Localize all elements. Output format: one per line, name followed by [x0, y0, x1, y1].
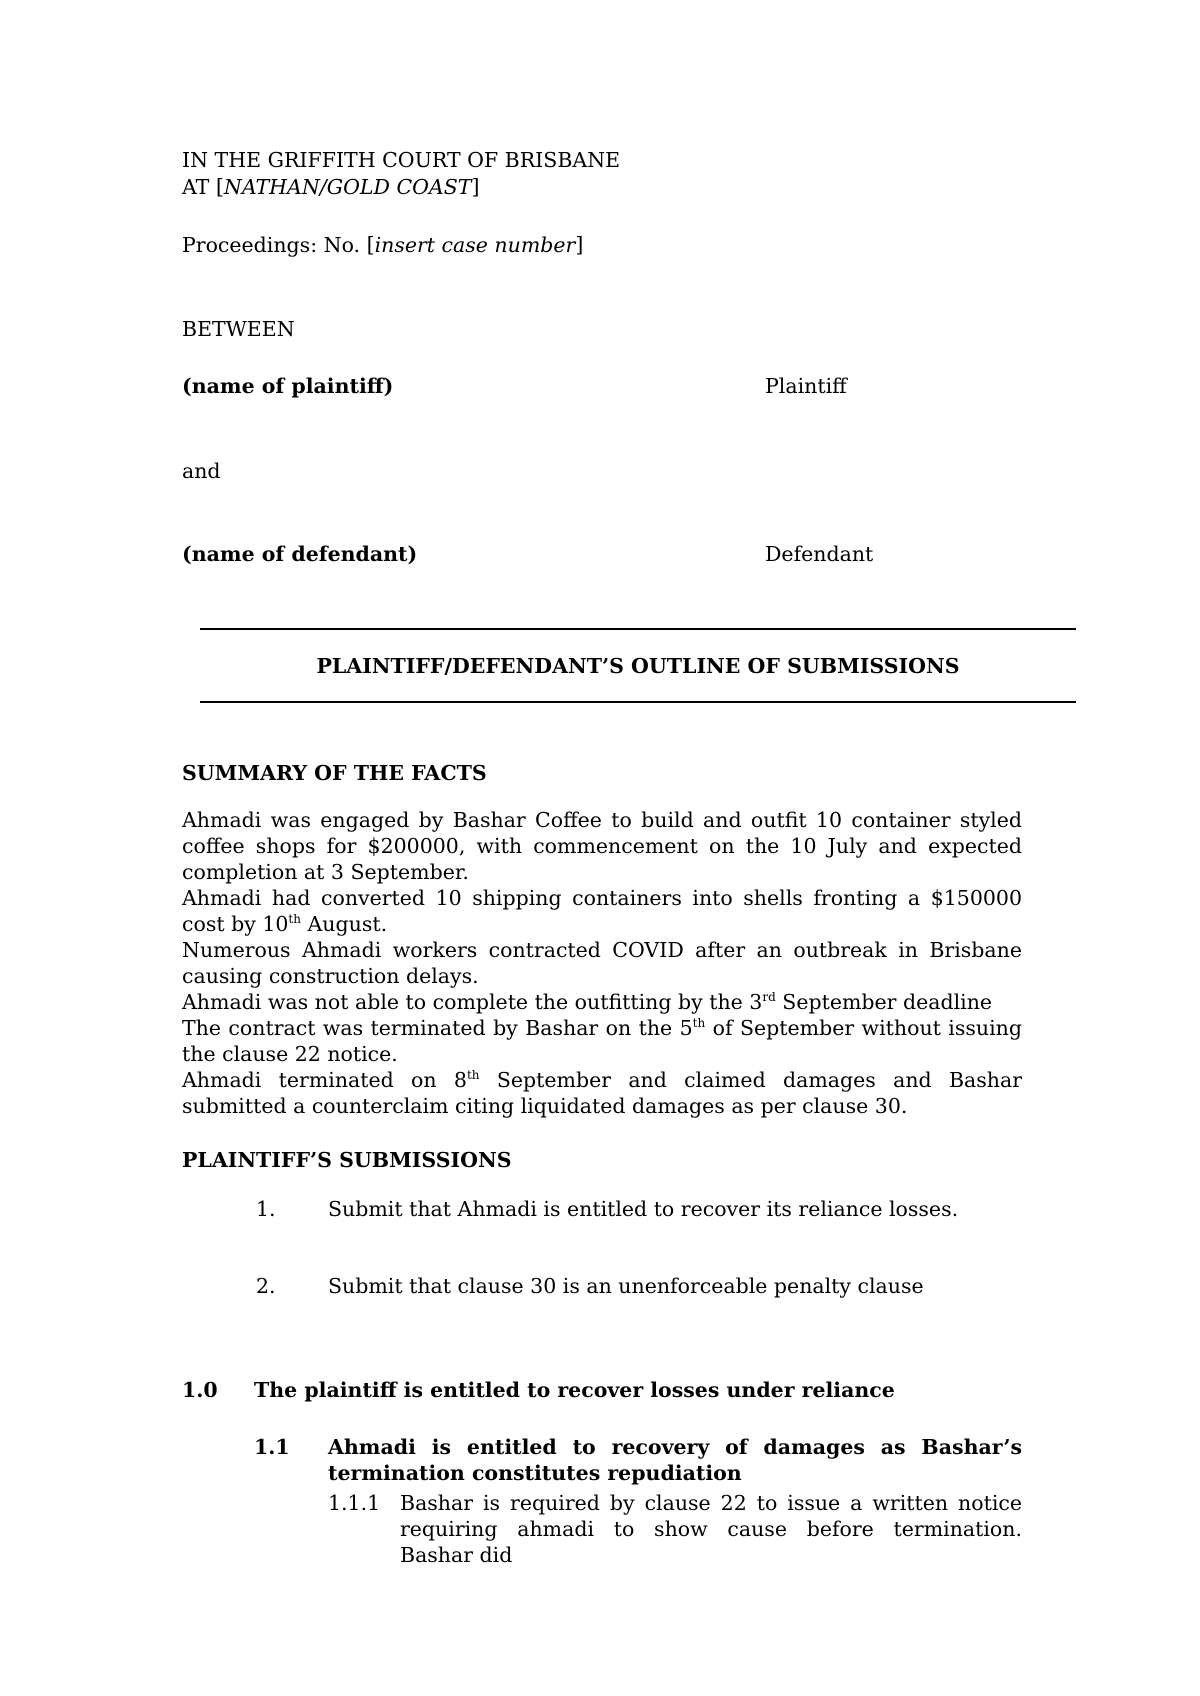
ordinal-suffix: th — [288, 912, 301, 927]
at-suffix: ] — [471, 175, 480, 199]
fact-paragraph — [182, 989, 1022, 1015]
fact-text: September deadline — [775, 990, 993, 1014]
title-rule-top — [200, 628, 1076, 630]
case-number-placeholder: insert case number — [374, 233, 576, 257]
fact-paragraph — [182, 1067, 1022, 1119]
fact-text: Ahmadi had converted 10 shipping containers into shells fronting a $150000 cost by 10 — [182, 886, 1022, 936]
fact-paragraph — [182, 885, 1022, 937]
proceedings-suffix: ] — [575, 233, 584, 257]
court-name: IN THE GRIFFITH COURT OF BRISBANE — [182, 148, 621, 172]
court-location — [182, 174, 479, 200]
point-number: 1.1.1 — [328, 1491, 381, 1515]
at-location: NATHAN/GOLD COAST — [223, 175, 472, 199]
submissions-heading: PLAINTIFF’S SUBMISSIONS — [182, 1148, 512, 1172]
fact-paragraph: Numerous Ahmadi workers contracted COVID after an outbreak in Brisbane causing construction delays. — [182, 938, 1022, 988]
fact-text: September and claimed damages and Bashar submitted a counterclaim citing liquidated damages as per clause 30. — [182, 1068, 1022, 1118]
plaintiff-role: Plaintiff — [765, 374, 847, 398]
between-label: BETWEEN — [182, 317, 295, 341]
and-label: and — [182, 459, 221, 483]
fact-text: The contract was terminated by Bashar on the 5 — [182, 1016, 693, 1040]
summary-facts — [182, 807, 1022, 1119]
plaintiff-name: (name of plaintiff) — [182, 374, 394, 398]
ordinal-suffix: th — [692, 1016, 706, 1031]
section-number: 1.0 — [182, 1378, 218, 1402]
title-rule-bottom — [200, 701, 1076, 703]
subsection-number: 1.1 — [254, 1435, 290, 1459]
submission-text: Submit that clause 30 is an unenforceable penalty clause — [328, 1274, 924, 1298]
submission-text: Submit that Ahmadi is entitled to recover its reliance losses. — [328, 1197, 959, 1221]
submission-number: 2. — [256, 1274, 276, 1298]
fact-text: Ahmadi was not able to complete the outfitting by the 3 — [182, 990, 763, 1014]
at-prefix: AT [ — [182, 175, 224, 199]
fact-text: of September without issuing the clause 22 notice. — [182, 1016, 1022, 1066]
fact-text: Ahmadi terminated on 8 — [182, 1068, 467, 1092]
document-title: PLAINTIFF/DEFENDANT’S OUTLINE OF SUBMISSIONS — [316, 654, 960, 678]
defendant-role: Defendant — [765, 542, 874, 566]
defendant-name: (name of defendant) — [182, 542, 418, 566]
subsection-heading: Ahmadi is entitled to recovery of damages as Bashar’s termination constitutes repudiation — [328, 1435, 1022, 1485]
proceedings-prefix: Proceedings: No. [ — [182, 233, 375, 257]
submission-number: 1. — [256, 1197, 276, 1221]
section-heading: The plaintiff is entitled to recover losses under reliance — [254, 1378, 895, 1402]
proceedings-number — [182, 232, 583, 258]
ordinal-suffix: rd — [762, 990, 776, 1005]
point-text: Bashar is required by clause 22 to issue a written notice requiring ahmadi to show cause before termination. Bashar did — [400, 1491, 1022, 1567]
fact-text: August. — [300, 912, 388, 936]
ordinal-suffix: th — [466, 1068, 480, 1083]
summary-heading: SUMMARY OF THE FACTS — [182, 761, 487, 785]
fact-paragraph: Ahmadi was engaged by Bashar Coffee to build and outfit 10 container styled coffee shops for $200000, with commencement on the 10 July and expected completion at 3 September. — [182, 808, 1022, 884]
fact-paragraph — [182, 1015, 1022, 1067]
